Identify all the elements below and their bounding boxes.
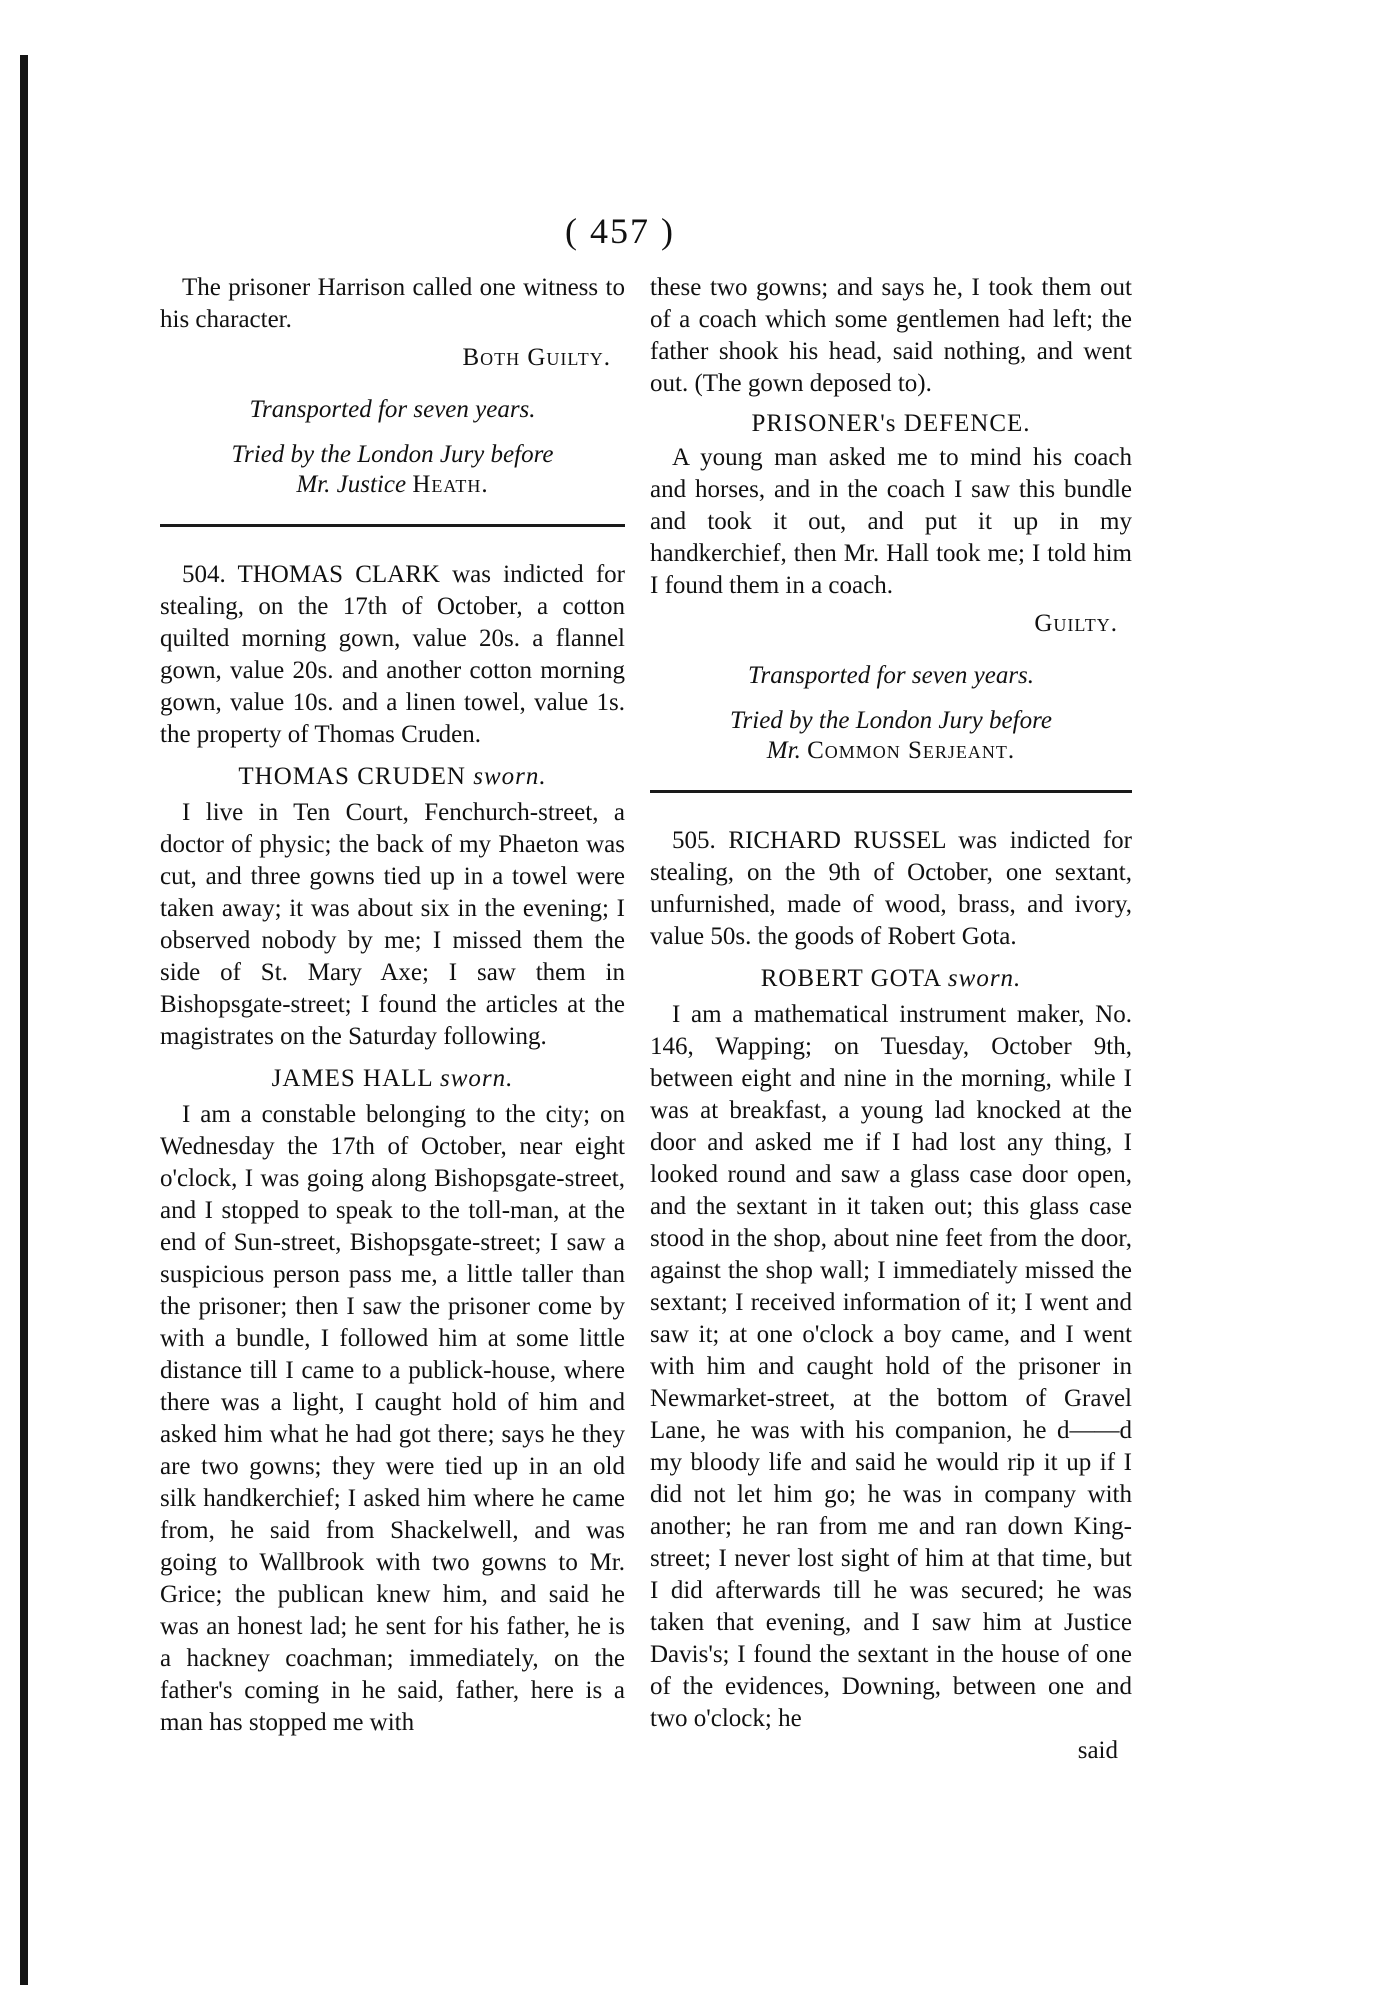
witness-name: ROBERT GOTA xyxy=(760,965,941,992)
witness-name: THOMAS CRUDEN xyxy=(238,763,466,790)
tried-by-judge-line xyxy=(160,470,625,500)
testimony-hall: I am a constable belonging to the city; on Wednesday the 17th of October, near eight o'clock, I was going along Bishopsgate-street, and I stopped to speak to the toll-man, at the end of Sun-street, Bishopsgate-street; I saw a suspicious person pass me, a little taller than the prisoner; then I saw the prisoner come by with a bundle, I followed him at some little distance till I came to a publick-house, where there was a light, I caught hold of him and asked him what he had got there; says he they are two gowns; they were tied up in an old silk handkerchief; I asked him where he came from, he said from Shackelwell, and was going to Wallbrook with two gowns to Mr. Grice; the publican knew him, and said he was an honest lad; he sent for his father, he is a hackney coachman; immediately, on the father's coming in he said, father, here is a man has stopped me with xyxy=(160,1101,625,1736)
section-divider xyxy=(650,790,1132,793)
witness-note: The prisoner Harrison called one witness to his character. xyxy=(160,274,625,333)
verdict-both-guilty: Both Guilty. xyxy=(462,344,611,371)
judge-title: Mr. Justice xyxy=(296,471,407,498)
right-column xyxy=(650,272,1132,1777)
case-number: 505. xyxy=(672,827,716,854)
tried-by-text: Tried by the London Jury before xyxy=(231,441,554,468)
catchword: said xyxy=(1077,1737,1118,1764)
tried-by-text: Tried by the London Jury before xyxy=(730,707,1052,734)
tried-by-line xyxy=(650,706,1132,766)
defence-text: A young man asked me to mind his coach and horses, and in the coach I saw this bundle and took it out, and put it up in my handkerchief, then Mr. Hall took me; I told him I found them in a coach. xyxy=(650,444,1132,599)
page-number: ( 457 ) xyxy=(565,211,675,251)
sworn-label: sworn. xyxy=(473,763,547,790)
section-divider xyxy=(160,524,625,527)
case-text: RICHARD RUSSEL was indicted for stealing, on the 9th of October, one sextant, unfurnished, made of wood, brass, and ivory, value 50s. the goods of Robert Gota. xyxy=(650,827,1132,950)
prisoner-defence-heading: PRISONER's DEFENCE. xyxy=(751,410,1031,437)
case-505-indictment xyxy=(650,825,1132,953)
case-504-indictment xyxy=(160,559,625,751)
case-text: THOMAS CLARK was indicted for stealing, on the 17th of October, a cotton quilted morning gown, value 20s. a flannel gown, value 20s. and another cotton morning gown, value 10s. and a linen towel, value 1s. the property of Thomas Cruden. xyxy=(160,561,625,748)
sentence-line: Transported for seven years. xyxy=(747,662,1035,689)
sworn-label: sworn. xyxy=(947,965,1022,992)
witness-heading-cruden xyxy=(160,761,625,793)
testimony-gota: I am a mathematical instrument maker, No. 146, Wapping; on Tuesday, October 9th, between eight and nine in the morning, while I was at breakfast, a young lad knocked at the door and asked me if I had lost any thing, I looked round and saw a glass case door open, and the sextant in it taken out; this glass case stood in the shop, about nine feet from the door, against the shop wall; I immediately missed the sextant; I received information of it; I went and saw it; at one o'clock a boy came, and I went with him and caught hold of the prisoner in Newmarket-street, at the bottom of Gravel Lane, he was with his companion, he d——d my bloody life and said he would rip it up if I did not let him go; he was in company with another; he ran from me and ran down King-street; I never lost sight of him at that time, but I did afterwards till he was secured; he was taken that evening, and I saw him at Justice Davis's; I found the sextant in the house of one of the evidences, Downing, between one and two o'clock; he xyxy=(650,1001,1132,1732)
verdict-guilty: Guilty. xyxy=(1034,610,1118,637)
judge-title: Mr. xyxy=(766,737,801,764)
tried-by-line xyxy=(160,440,625,500)
witness-name: JAMES HALL xyxy=(271,1065,433,1092)
judge-name: Common Serjeant. xyxy=(807,737,1016,764)
case-number: 504. xyxy=(182,561,226,588)
sworn-label: sworn. xyxy=(440,1065,514,1092)
sentence-line: Transported for seven years. xyxy=(249,396,536,423)
left-column xyxy=(160,272,625,1739)
page-edge-shadow xyxy=(20,55,28,1985)
witness-heading-hall xyxy=(160,1063,625,1095)
judge-name: Heath. xyxy=(412,471,489,498)
testimony-cruden: I live in Ten Court, Fenchurch-street, a doctor of physic; the back of my Phaeton was cut, and three gowns tied up in a towel were taken away; it was about six in the evening; I observed nobody by me; I missed them the side of St. Mary Axe; I saw them in Bishopsgate-street; I found the articles at the magistrates on the Saturday following. xyxy=(160,799,625,1050)
witness-heading-gota xyxy=(650,963,1132,995)
testimony-continuation: these two gowns; and says he, I took them out of a coach which some gentlemen had left; the father shook his head, said nothing, and went out. (The gown deposed to). xyxy=(650,274,1132,397)
tried-by-judge-line xyxy=(650,736,1132,766)
